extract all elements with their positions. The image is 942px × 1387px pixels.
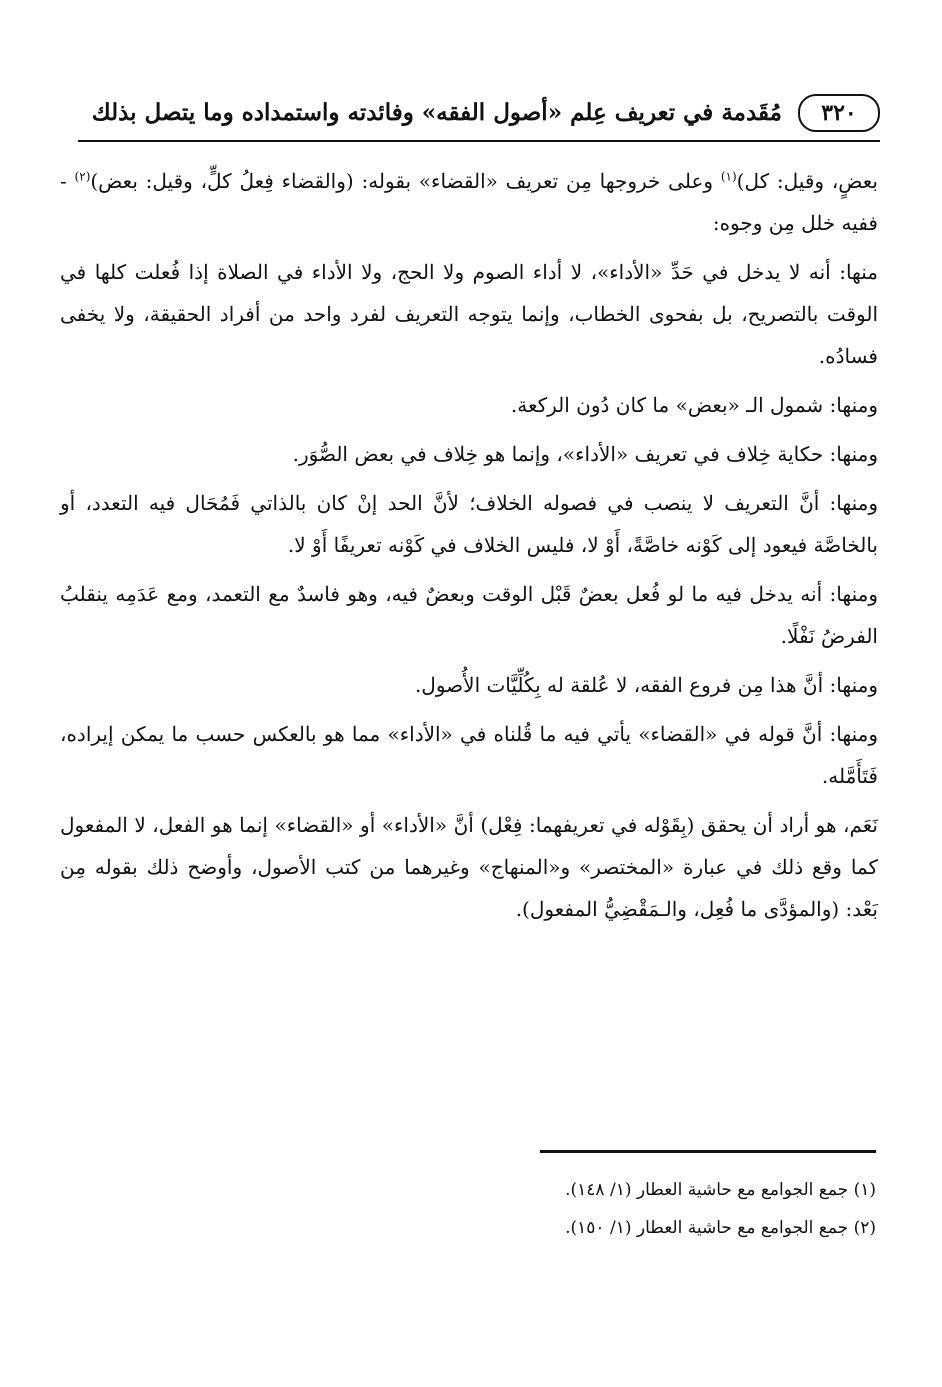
paragraph-1 <box>60 160 878 244</box>
paragraph-9: نَعَم، هو أراد أن يحقق (بِقَوْله في تعريفهما: فِعْل) أنَّ «الأداء» أو «القضاء» إنما هو الفعل، لا المفعول كما وقع ذلك في عبارة «المختصر» و«المنهاج» وغيرهما من كتب الأصول، وأوضح ذلك بقوله مِن بَعْد: (والمؤدَّى ما فُعِل، والـمَقْضِيُّ المفعول). <box>60 813 879 921</box>
paragraph-1-text-b: وعلى خروجها مِن تعريف «القضاء» بقوله: (والقضاء فِعلُ كلٍّ، وقيل: بعض) <box>90 169 721 193</box>
paragraph-1-text-a: بعضٍ، وقيل: كل) <box>736 169 879 193</box>
page-header <box>78 92 880 138</box>
paragraph-2: منها: أنه لا يدخل في حَدِّ «الأداء»، لا أداء الصوم ولا الحج، ولا الأداء في الصلاة إذا فُعلت كلها في الوقت بالتصريح، بل بفحوى الخطاب، وإنما يتوجه التعريف لفرد واحد من أفراد الحقيقة، ولا يخفى فسادُه. <box>60 260 879 368</box>
paragraph-7: ومنها: أنَّ هذا مِن فروع الفقه، لا عُلقة له بِكُلِّيَّات الأُصول. <box>414 673 878 697</box>
paragraph-5: ومنها: أنَّ التعريف لا ينصب في فصوله الخلاف؛ لأنَّ الحد إنْ كان بالذاتي فَمُحَال فيه التعدد، أو بالخاصَّة فيعود إلى كَوْنه خاصَّةً، أَوْ لا، فليس الخلاف في كَوْنه تعريفًا أَوْ لا. <box>60 491 878 557</box>
footnote-separator <box>540 1150 876 1153</box>
footnote-ref-1: (١) <box>720 169 737 184</box>
paragraph-3: ومنها: شمول الـ «بعض» ما كان دُون الركعة. <box>510 393 878 417</box>
paragraph-8: ومنها: أنَّ قوله في «القضاء» يأتي فيه ما قُلناه في «الأداء» مما هو بالعكس حسب ما يمكن إيراده، فَتَأَمَّله. <box>60 722 878 788</box>
footnote-2: (٢) جمع الجوامع مع حاشية العطار (١/ ١٥٠). <box>565 1218 876 1238</box>
main-text <box>60 160 878 937</box>
header-rule <box>78 140 880 142</box>
page-number: ٣٢٠ <box>798 94 880 132</box>
paragraph-1-text-c: - ففيه خلل مِن وجوه: <box>60 169 878 235</box>
footnote-1: (١) جمع الجوامع مع حاشية العطار (١/ ١٤٨). <box>565 1180 876 1200</box>
footnotes <box>60 1178 876 1254</box>
running-title: مُقَدمة في تعريف عِلم «أصول الفقه» وفائدته واستمداده وما يتصل بذلك <box>91 99 782 126</box>
paragraph-6: ومنها: أنه يدخل فيه ما لو فُعل بعضٌ قَبْل الوقت وبعضٌ فيه، وهو فاسدٌ مع التعمد، ومع عَدَمِه ينقلبُ الفرضُ نَفْلًا. <box>60 582 878 648</box>
footnote-ref-2: (٢) <box>74 169 91 184</box>
paragraph-4: ومنها: حكاية خِلاف في تعريف «الأداء»، وإنما هو خِلاف في بعض الصُّوَر. <box>292 442 878 466</box>
